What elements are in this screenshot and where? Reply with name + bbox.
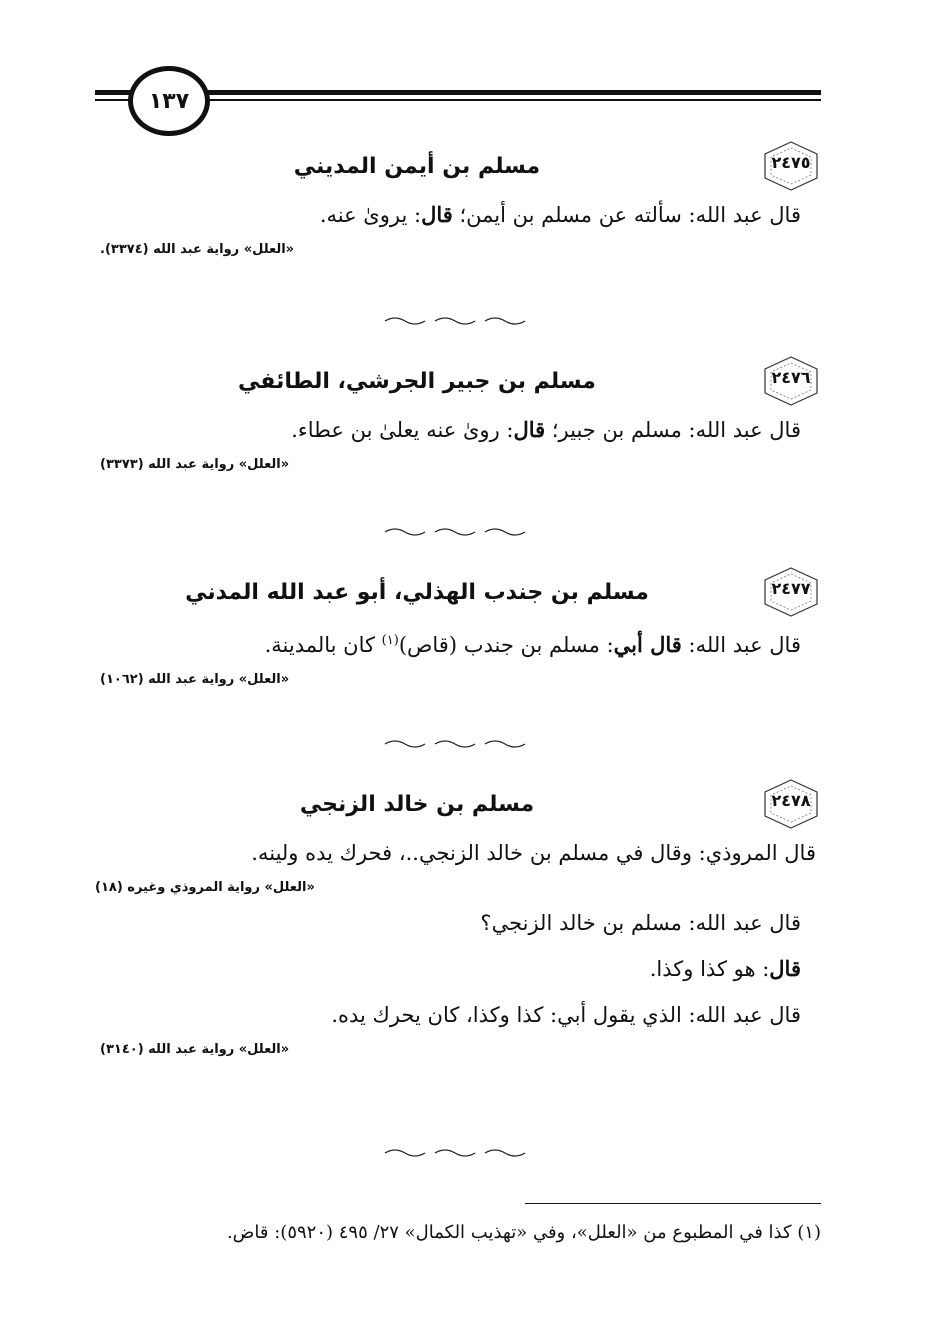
ornament-divider bbox=[380, 316, 540, 326]
footnote-rule bbox=[525, 1203, 821, 1204]
entry-title: مسلم بن جندب الهذلي، أبو عبد الله المدني bbox=[185, 579, 649, 605]
entry-number-badge bbox=[761, 778, 821, 830]
entry-text: قال عبد الله: قال أبي: مسلم بن جندب (قاص)$^{(١)}$ كان بالمدينة. bbox=[264, 632, 801, 657]
entry-title: مسلم بن جبير الجرشي، الطائفي bbox=[238, 368, 596, 394]
entry-title: مسلم بن أيمن المديني bbox=[293, 153, 541, 179]
entry-text: قال عبد الله: سألته عن مسلم بن أيمن؛ قال: يروىٰ عنه. bbox=[319, 202, 801, 227]
entry-number: ٢٤٧٨ bbox=[771, 791, 811, 810]
ornament-divider bbox=[380, 739, 540, 749]
entry-text: قال عبد الله: مسلم بن خالد الزنجي؟ bbox=[480, 911, 801, 935]
entry-reference: «العلل» رواية عبد الله (٣١٤٠) bbox=[100, 1042, 290, 1057]
footnote-marker[interactable]: (١) bbox=[381, 633, 399, 648]
entry-number-badge bbox=[761, 355, 821, 407]
entry-2475 bbox=[95, 140, 821, 262]
entry-number-badge bbox=[761, 140, 821, 192]
entry-number: ٢٤٧٥ bbox=[771, 153, 811, 172]
entry-2476 bbox=[95, 355, 821, 477]
entry-text: قال: هو كذا وكذا. bbox=[649, 956, 801, 981]
entry-text: قال عبد الله: مسلم بن جبير؛ قال: روىٰ عنه يعلىٰ بن عطاء. bbox=[291, 417, 801, 442]
ornament-divider bbox=[380, 1148, 540, 1158]
entry-number: ٢٤٧٦ bbox=[771, 368, 811, 387]
entry-title: مسلم بن خالد الزنجي bbox=[299, 791, 535, 817]
entry-2477 bbox=[95, 566, 821, 692]
entry-text: قال المروذي: وقال في مسلم بن خالد الزنجي..، فحرك يده ولينه. bbox=[251, 841, 816, 865]
entry-reference: «العلل» رواية عبد الله (٣٣٧٣) bbox=[100, 457, 290, 472]
ornament-divider bbox=[380, 527, 540, 537]
entry-number-badge bbox=[761, 566, 821, 618]
entry-number: ٢٤٧٧ bbox=[771, 579, 811, 598]
entry-text: قال عبد الله: الذي يقول أبي: كذا وكذا، كان يحرك يده. bbox=[331, 1003, 801, 1027]
entry-reference: «العلل» رواية المروذي وغيره (١٨) bbox=[95, 880, 315, 895]
entry-reference: «العلل» رواية عبد الله (٣٣٧٤). bbox=[100, 242, 295, 257]
footnote: (١) كذا في المطبوع من «العلل»، وفي «تهذيب الكمال» ٢٧/ ٤٩٥ (٥٩٢٠): قاض. bbox=[226, 1222, 821, 1243]
entry-2478 bbox=[95, 778, 821, 1062]
page-number: ١٣٧ bbox=[128, 66, 210, 136]
entry-reference: «العلل» رواية عبد الله (١٠٦٢) bbox=[100, 672, 290, 687]
